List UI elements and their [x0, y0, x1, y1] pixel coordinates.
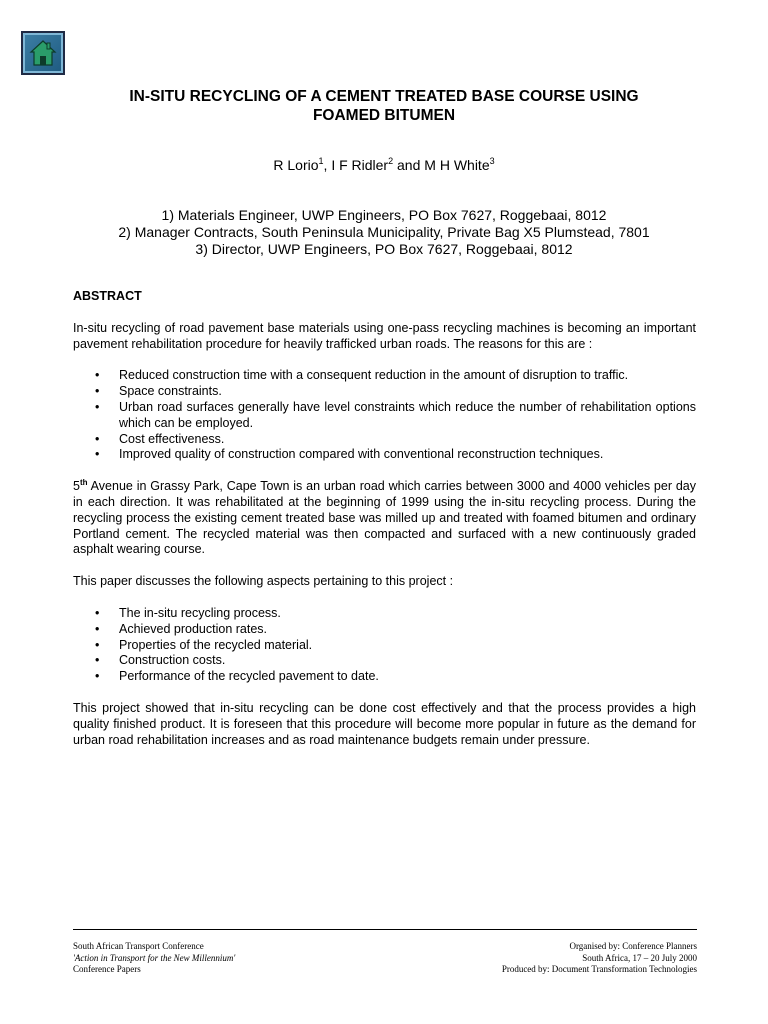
abstract-paragraph-2 — [73, 479, 696, 558]
list-item: • Cost effectiveness. — [73, 432, 696, 448]
list-item: • Improved quality of construction compared with conventional reconstruction techniques. — [73, 447, 696, 463]
author-2: I F Ridler — [331, 157, 389, 173]
footer-theme-text: 'Action in Transport for the New Millennium' — [73, 952, 236, 963]
ordinal-suffix: th — [79, 478, 88, 488]
abstract-intro: In-situ recycling of road pavement base materials using one-pass recycling machines is becoming an important pavement rehabilitation procedure for heavily trafficked urban roads. The reasons for this are : — [73, 320, 696, 351]
footer-organiser: Organised by: Conference Planners — [569, 941, 697, 951]
list-item: • Achieved production rates. — [73, 622, 696, 638]
footer-divider — [73, 929, 697, 930]
title-line-1: IN-SITU RECYCLING OF A CEMENT TREATED BASE COURSE USING — [129, 88, 639, 105]
title-line-2: FOAMED BITUMEN — [312, 107, 456, 124]
abstract-paragraph-3: This paper discusses the following aspects pertaining to this project : — [73, 574, 454, 589]
paper-title — [40, 87, 728, 125]
home-button[interactable] — [21, 31, 65, 75]
list-item: • Construction costs. — [73, 653, 696, 669]
author-3: M H White — [424, 157, 490, 173]
author-separator: , — [323, 157, 332, 173]
affiliations — [40, 207, 728, 258]
list-item: • Urban road surfaces generally have level constraints which reduce the number of rehabilitation options which can be employed. — [73, 400, 696, 432]
avenue-number: 5 — [73, 479, 80, 494]
author-1: R Lorio — [273, 157, 319, 173]
list-item: • Reduced construction time with a consequent reduction in the amount of disruption to traffic. — [73, 368, 696, 384]
footer-theme — [73, 953, 235, 965]
reasons-list — [73, 368, 696, 463]
author-separator: and — [393, 157, 425, 173]
abstract-section — [73, 289, 696, 748]
affiliation-2: 2) Manager Contracts, South Peninsula Municipality, Private Bag X5 Plumstead, 7801 — [118, 224, 650, 240]
list-item: • The in-situ recycling process. — [73, 606, 696, 622]
footer-right — [502, 941, 697, 976]
footer-left — [73, 941, 235, 976]
abstract-paragraph-4: This project showed that in-situ recycling can be done cost effectively and that the process provides a high quality finished product. It is foreseen that this procedure will become more popular in future as the demand for urban road rehabilitation increases and as road maintenance budgets remain under pressure. — [73, 700, 696, 747]
list-item: • Properties of the recycled material. — [73, 638, 696, 654]
home-icon — [29, 39, 57, 67]
affiliation-1: 1) Materials Engineer, UWP Engineers, PO Box 7627, Roggebaai, 8012 — [161, 207, 607, 223]
author-3-ref: 3 — [489, 156, 495, 166]
author-1-ref: 1 — [318, 156, 324, 166]
footer-conference: South African Transport Conference — [73, 941, 204, 951]
footer-dates: South Africa, 17 – 20 July 2000 — [582, 952, 697, 963]
paragraph-text: Avenue in Grassy Park, Cape Town is an urban road which carries between 3000 and 4000 vehicles per day in each direction. It was rehabilitated at the beginning of 1999 using the in-situ recycling process. During the recycling process the existing cement treated base was milled up and treated with foamed bitumen and ordinary Portland cement. The recycled material was then compacted and surfaced with a new continuously graded asphalt wearing course. — [73, 479, 696, 557]
author-2-ref: 2 — [388, 156, 394, 166]
list-item: • Space constraints. — [73, 384, 696, 400]
affiliation-3: 3) Director, UWP Engineers, PO Box 7627, Roggebaai, 8012 — [195, 241, 573, 257]
list-item: • Performance of the recycled pavement to date. — [73, 669, 696, 685]
footer-producer: Produced by: Document Transformation Technologies — [501, 964, 697, 974]
authors-line — [40, 156, 728, 174]
aspects-list — [73, 606, 696, 685]
footer-papers: Conference Papers — [73, 964, 141, 974]
abstract-heading: ABSTRACT — [73, 289, 142, 303]
